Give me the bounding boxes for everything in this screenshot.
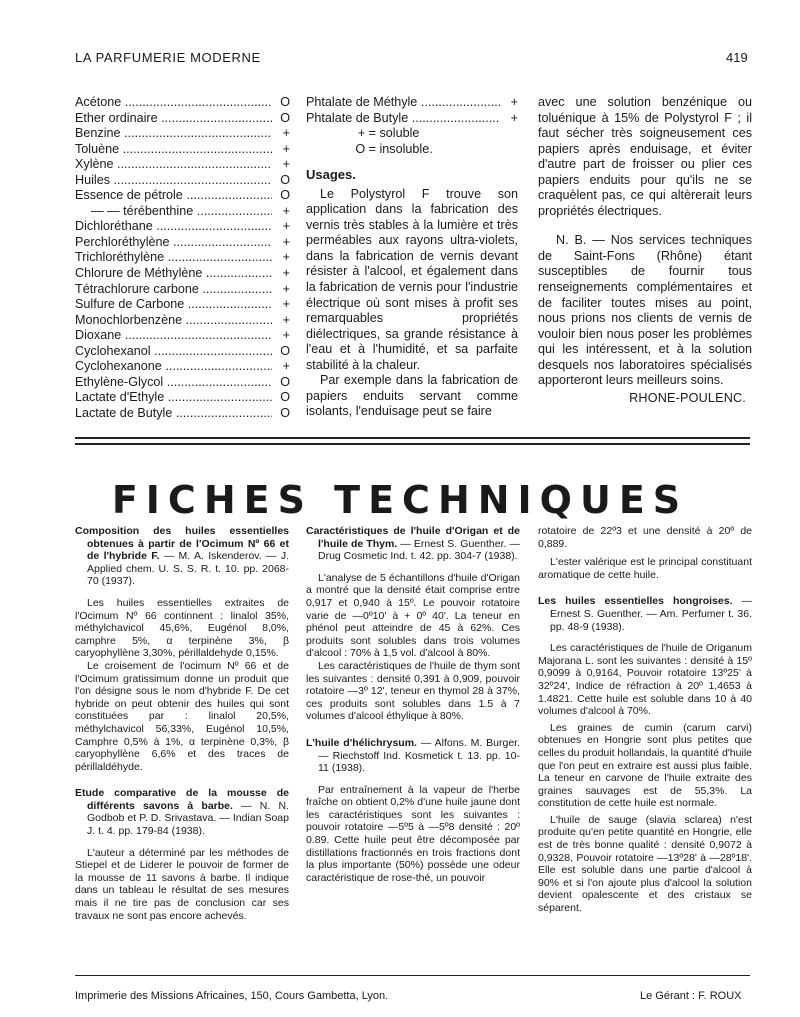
page-number: 419	[726, 50, 748, 65]
solvent-row: Cyclohexanol ..... O	[75, 344, 290, 360]
solvent-row: Benzine ..... +	[75, 126, 290, 142]
solvent-row: Cyclohexanone ..... +	[75, 359, 290, 375]
usages-continued-column	[538, 95, 752, 406]
fiches-column-3	[538, 525, 752, 915]
solvent-row: Lactate d'Ethyle ..... O	[75, 390, 290, 406]
solvent-row: Chlorure de Méthylène ..... +	[75, 266, 290, 282]
section-title: FICHES TECHNIQUES	[111, 478, 689, 522]
usages-heading: Usages.	[306, 167, 356, 183]
solvent-row: Dichloréthane ..... +	[75, 219, 290, 235]
solvent-row: Dioxane ..... +	[75, 328, 290, 344]
nb-paragraph: N. B. — Nos services techniques de Saint-Fons (Rhône) étant susceptibles de fournir tous renseignements complémentaires et de faciliter toutes mises au point, nous prions nos clients de vernis de vouloir bien nous poser les problèmes qui les intéressent, et à la solution desquels nos laboratoires spécialisés apporteront leurs meilleurs soins.	[538, 233, 752, 388]
article-paragraph: L'huile de sauge (slavia sclarea) n'est produite qu'en petite quantité en Hongrie, elle est de très bonne qualité : densité 0,9072 à 0,9328, Pouvoir rotatoire —13º28' à —28º18'. Elle est soluble dans une partie d'alcool à 90% et si l'on ajoute plus d'alcool la solution devient opalescente et des cristaux se séparent.	[538, 813, 752, 915]
divider-rule	[75, 443, 750, 445]
article-paragraph: Les caractéristiques de l'huile de Origanum Majorana L. sont les suivantes : densité à 15º 0,9099 à 0,9164, Pouvoir rotatoire 13º25' à 32º24', Indice de réfraction à 20º 1,4653 à 1.4821. Cette huile est soluble dans 10 à 40 volumes d'alcool à 70%.	[538, 642, 752, 718]
solvent-row: Acétone ..... O	[75, 95, 290, 111]
solvent-row: Ether ordinaire ..... O	[75, 111, 290, 127]
divider-rule	[75, 437, 750, 439]
solvent-row: — — térébenthine ..... +	[75, 204, 290, 220]
solvent-row: Ethylène-Glycol ..... O	[75, 375, 290, 391]
article-paragraph: rotatoire de 22º3 et une densité à 20º de 0,889.	[538, 525, 752, 550]
running-header: LA PARFUMERIE MODERNE	[75, 50, 261, 65]
usages-paragraph: avec une solution benzénique ou toluénique à 15% de Polystyrol F ; il faut sécher très soigneusement ces papiers après enduisage, et éviter d'autre part de froisser ou plier ces papiers enduits pour qu'ils ne se craquèlent pas, ce qui altèrerait leurs propriétés électriques.	[538, 95, 752, 218]
solvent-row: Trichloréthylène ..... +	[75, 250, 290, 266]
article-paragraph: Les caractéristiques de l'huile de thym sont les suivantes : densité 0,391 à 0,909, pouvoir rotatoire —3º 12', teneur en thymol 28 à 37%, ces produits sont solubles dans 1.5 à 7 volumes d'alcool éthylique à 80%.	[306, 659, 520, 723]
signature: RHONE-POULENC.	[629, 390, 746, 405]
article-heading: Etude comparative de la mousse de différents savons à barbe. — N. N. Godbob et P. D. Srivastava. — Indian Soap J. t. 4. pp. 179-84 (1938).	[75, 787, 289, 838]
solvent-row: Essence de pétrole ..... O	[75, 188, 290, 204]
usages-paragraph: Par exemple dans la fabrication de papiers enduits servant comme isolants, l'enduisage peut se faire	[306, 373, 518, 419]
article-heading: Caractéristiques de l'huile d'Origan et de l'huile de Thym. — Ernest S. Guenther. — Drug Cosmetic Ind. t. 42. pp. 304-7 (1938).	[306, 525, 520, 563]
manager-line: Le Gérant : F. ROUX	[640, 990, 742, 1002]
solvent-row: Xylène ..... +	[75, 157, 290, 173]
legend-soluble: + = soluble	[357, 126, 420, 141]
article-paragraph: L'analyse de 5 échantillons d'huile d'Origan a montré que la densité était comprise entre 0,917 et 0,940 à 15º. Le pouvoir rotatoire varie de —0º10' à + 0º 40'. La teneur en phénol peut atteindre de 45 à 62%. Ces produits sont solubles dans trois volumes d'alcool : 70% à 1,5 vol. d'alcool à 80%.	[306, 571, 520, 660]
article-paragraph: Le croisement de l'ocimum Nº 66 et de l'Ocimum gratissimum donne un produit que l'on désigne sous le nom d'hybride F. De cet hybride on peut obtenir des huiles qui sont constituées par : linalol 20,5%, méthylchavicol 56,33%, Eugénol 10,5%, Camphre 0,5% à 1%, α terpinène 0,3%, β caryophyllène 6,6% et des traces de périllaldéhyde.	[75, 659, 289, 773]
usages-paragraph: Le Polystyrol F trouve son application dans la fabrication des vernis très stables à la lumière et très perméables aux rayons ultra-violets, dans la fabrication de vernis devant résister à l'alcool, et également dans la fabrication de vernis pour l'industrie électrique où sont mises à profit ses remarquables propriétés diélectriques, sa grande résistance à l'eau et à l'humidité, et sa parfaite stabilité à la chaleur.	[306, 186, 518, 372]
solvent-row: Perchloréthylène ..... +	[75, 235, 290, 251]
printer-line: Imprimerie des Missions Africaines, 150, Cours Gambetta, Lyon.	[75, 990, 389, 1002]
article-paragraph: L'auteur a déterminé par les méthodes de Stiepel et de Liderer le pouvoir de former de la mousse de 11 savons à barbe. Il indique dans un tableau le résultat de ses mesures mais il ne tire pas de conclusion car ses travaux ne sont pas encore achevés.	[75, 846, 289, 922]
solvent-row: Toluène ..... +	[75, 142, 290, 158]
solvent-table	[75, 95, 290, 421]
solvent-row: Monochlorbenzène ..... +	[75, 313, 290, 329]
article-paragraph: L'ester valérique est le principal constituant aromatique de cette huile.	[538, 556, 752, 581]
article-paragraph: Par entraînement à la vapeur de l'herbe fraîche on obtient 0,2% d'une huile jaune dont les caractéristiques sont les suivantes : pouvoir rotatoire —5º5 à —5º8 densité : 20º 0.89. Cette huile peut être décomposée par distillations fractionnés en trois fractions dont la plus importante (50%) possède une odeur caractéristique de rose-thé, un pouvoir	[306, 783, 520, 884]
fiches-column-2	[306, 525, 520, 884]
article-paragraph: Les huiles essentielles extraites de l'Ocimum Nº 66 continnent : linalol 35%, méthylchavicol 45,6%, Eugénol 8,0%, camphre 5%, α terpinène 3%, β caryophyllène 3,30%, périllaldehyde 0,15%.	[75, 596, 289, 660]
article-heading: Composition des huiles essentielles obtenues à partir de l'Ocimum Nº 66 et de l'hybride F. — M. A. Iskenderov. — J. Applied chem. U. S. S. R. t. 10. pp. 2068-70 (1937).	[75, 525, 289, 588]
article-heading: L'huile d'hélichrysum. — Alfons. M. Burger. — Riechstoff Ind. Kosmetick t. 13. pp. 10-11 (1938).	[306, 736, 520, 775]
solvent-row: Huiles ..... O	[75, 173, 290, 189]
usages-column	[306, 95, 518, 420]
solvent-row: Lactate de Butyle ..... O	[75, 406, 290, 422]
legend-insoluble: O = insoluble.	[355, 141, 433, 156]
solvent-row: Phtalate de Méthyle ..... +	[306, 95, 518, 111]
solvent-row: Tétrachlorure carbone ..... +	[75, 282, 290, 298]
solvent-row: Phtalate de Butyle ..... +	[306, 111, 518, 127]
footer-rule	[75, 975, 750, 976]
article-heading: Les huiles essentielles hongroises. — Ernest S. Guenther. — Am. Perfumer t. 36. pp. 48-9 (1938).	[538, 595, 753, 633]
article-paragraph: Les graines de cumin (carum carvi) obtenues en Hongrie sont plus petites que celles du produit hollandais, la quantité d'huile que l'on peut en extraire est aussi plus faible. La teneur en carvone de l'huile extraite des graines sauvages est de 55,3%. La constitution de cette huile est normale.	[538, 721, 752, 810]
fiches-column-1	[75, 525, 289, 922]
solvent-row: Sulfure de Carbone ..... +	[75, 297, 290, 313]
